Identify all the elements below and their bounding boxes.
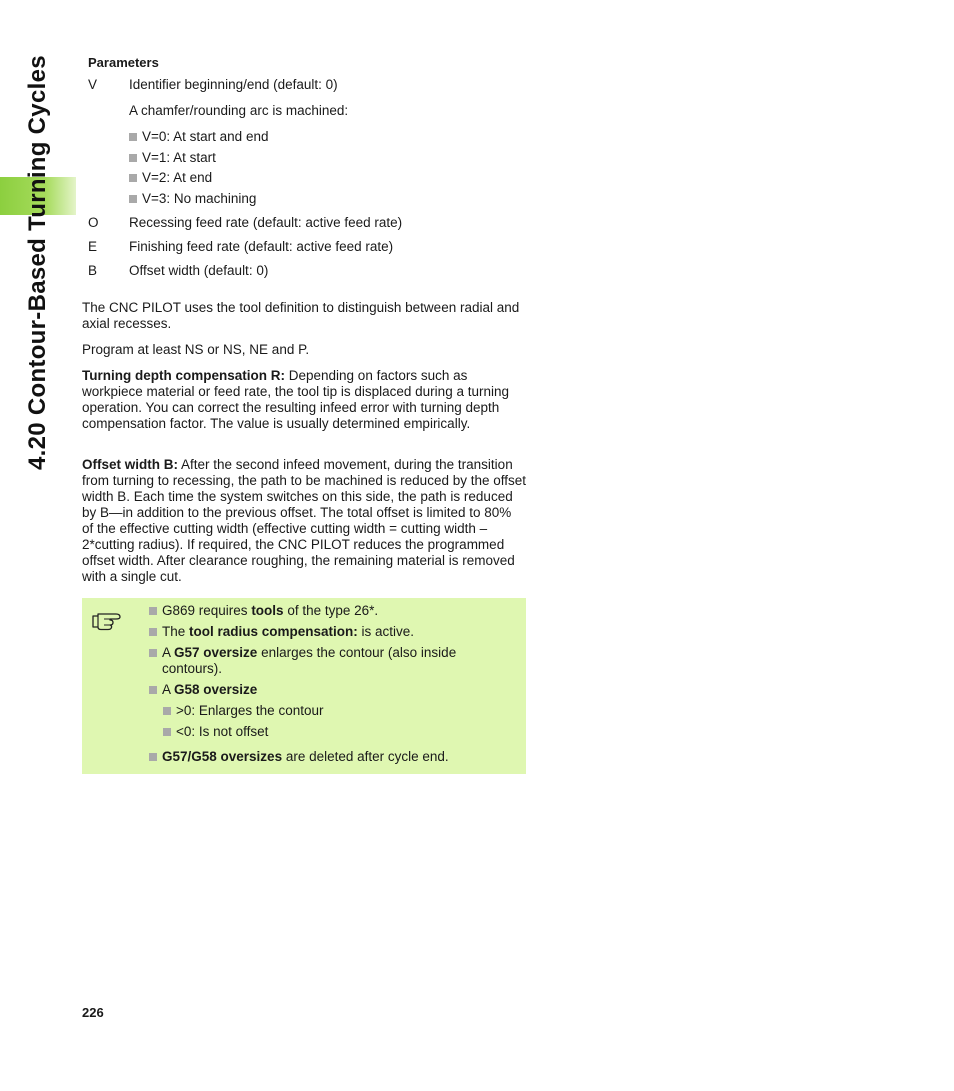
v-option: V=0: At start and end	[129, 129, 268, 145]
bullet-square-icon	[149, 686, 157, 694]
bullet-square-icon	[129, 174, 137, 182]
param-key: V	[88, 77, 98, 92]
note-item: A G58 oversize	[149, 682, 509, 698]
param-key: E	[88, 239, 98, 254]
bullet-square-icon	[149, 753, 157, 761]
paragraph-program-requirements: Program at least NS or NS, NE and P.	[82, 342, 310, 357]
param-desc: Finishing feed rate (default: active feed rate)	[129, 239, 394, 254]
bullet-square-icon	[163, 728, 171, 736]
bullet-square-icon	[129, 154, 137, 162]
note-subitem: <0: Is not offset	[163, 724, 268, 740]
param-key: B	[88, 263, 98, 278]
paragraph-turning-depth-compensation: Turning depth compensation R: Depending on factors such as workpiece material or feed rate, the tool tip is displaced during a turning operation. You can correct the resulting infeed error with turning depth compensation factor. The value is usually determined empirically.	[82, 368, 509, 431]
note-item: G869 requires tools of the type 26*.	[149, 603, 509, 619]
bullet-square-icon	[149, 628, 157, 636]
note-box	[82, 598, 526, 774]
note-subitem: >0: Enlarges the contour	[163, 703, 323, 719]
bullet-square-icon	[129, 133, 137, 141]
bullet-square-icon	[149, 607, 157, 615]
pointing-hand-icon	[90, 606, 126, 632]
bullet-square-icon	[149, 649, 157, 657]
v-option: V=3: No machining	[129, 191, 256, 207]
param-desc: Offset width (default: 0)	[129, 263, 269, 278]
v-option: V=1: At start	[129, 150, 216, 166]
note-item: A G57 oversize enlarges the contour (also inside contours).	[149, 645, 509, 677]
param-desc: Recessing feed rate (default: active feed rate)	[129, 215, 403, 230]
note-item: The tool radius compensation: is active.	[149, 624, 509, 640]
bullet-square-icon	[129, 195, 137, 203]
chapter-title: 4.20 Contour-Based Turning Cycles	[24, 55, 51, 470]
bullet-square-icon	[163, 707, 171, 715]
parameters-heading: Parameters	[88, 55, 159, 70]
v-option: V=2: At end	[129, 170, 212, 186]
param-desc: Identifier beginning/end (default: 0)	[129, 77, 338, 92]
note-item: G57/G58 oversizes are deleted after cycle end.	[149, 749, 509, 765]
paragraph-tool-definition: The CNC PILOT uses the tool definition to distinguish between radial and axial recesses.	[82, 300, 520, 331]
v-intro-text: A chamfer/rounding arc is machined:	[129, 103, 349, 118]
param-key: O	[88, 215, 99, 230]
page-number: 226	[82, 1005, 104, 1020]
paragraph-offset-width: Offset width B: After the second infeed movement, during the transition from turning to recessing, the path to be machined is reduced by the offset width B. Each time the system switches on this side, the path is reduced by B—in addition to the previous offset. The total offset is limited to 80% of the effective cutting width (effective cutting width = cutting width –2*cutting radius). If required, the CNC PILOT reduces the programmed offset width. After clearance roughing, the remaining material is removed with a single cut.	[82, 457, 527, 584]
